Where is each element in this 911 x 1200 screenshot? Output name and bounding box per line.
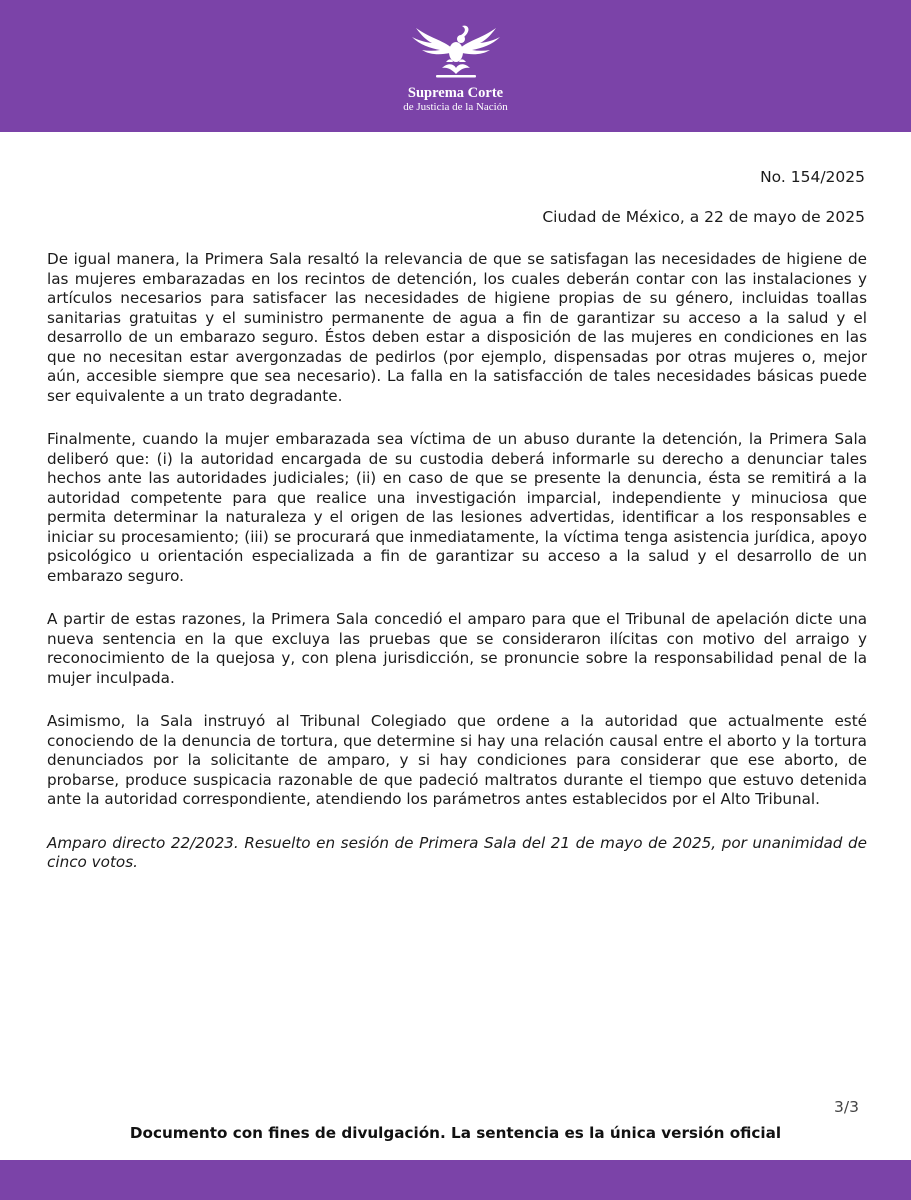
paragraph-amparo: A partir de estas razones, la Primera Sala concedió el amparo para que el Tribunal de apelación dicte una nueva sentencia en la que excluya las pruebas que se consideraron ilícitas con motivo del arraigo y reconocimiento de la quejosa y, con plena jurisdicción, se pronuncie sobre la responsabilidad penal de la mujer inculpada. — [47, 610, 867, 687]
paragraph-hygiene: De igual manera, la Primera Sala resaltó la relevancia de que se satisfagan las necesidades de higiene de las mujeres embarazadas en los recintos de detención, los cuales deberán contar con las instalaciones y artículos necesarios para satisfacer las necesidades de higiene propias de su género, incluidas toallas sanitarias gratuitas y el suministro permanente de agua a fin de garantizar su acceso a la salud y el desarrollo de un embarazo seguro. Éstos deben estar a disposición de las mujeres en condiciones en las que no necesitan estar avergonzadas de pedirlos (por ejemplo, dispensadas por otras mujeres o, mejor aún, accesible siempre que sea necesario). La falla en la satisfacción de tales necesidades básicas puede ser equivalente a un trato degradante. — [47, 250, 867, 405]
document-body — [47, 250, 867, 897]
eagle-emblem-icon — [406, 18, 506, 82]
document-number: No. 154/2025 — [760, 168, 865, 186]
logo-subtitle: de Justicia de la Nación — [403, 101, 508, 113]
case-reference: Amparo directo 22/2023. Resuelto en sesión de Primera Sala del 21 de mayo de 2025, por unanimidad de cinco votos. — [47, 833, 867, 871]
footer-band — [0, 1160, 911, 1200]
paragraph-tribunal: Asimismo, la Sala instruyó al Tribunal Colegiado que ordene a la autoridad que actualmente esté conociendo de la denuncia de tortura, que determine si hay una relación causal entre el aborto y la tortura denunciados por la solicitante de amparo, y si hay condiciones para considerar que ese aborto, de probarse, produce suspicacia razonable de que padeció maltratos durante el tiempo que estuvo detenida ante la autoridad correspondiente, atendiendo los parámetros antes establecidos por el Alto Tribunal. — [47, 712, 867, 808]
logo-title: Suprema Corte — [407, 85, 504, 101]
page-number: 3/3 — [834, 1098, 859, 1116]
document-date: Ciudad de México, a 22 de mayo de 2025 — [542, 208, 865, 226]
scjn-logo — [0, 18, 911, 113]
footer-disclaimer: Documento con fines de divulgación. La sentencia es la única versión oficial — [129, 1124, 782, 1142]
paragraph-abuse: Finalmente, cuando la mujer embarazada sea víctima de un abuso durante la detención, la Primera Sala deliberó que: (i) la autoridad encargada de su custodia deberá informarle su derecho a denunciar tales hechos ante las autoridades judiciales; (ii) en caso de que se presente la denuncia, ésta se remitirá a la autoridad competente para que realice una investigación imparcial, independiente y minuciosa que permita determinar la naturaleza y el origen de las lesiones advertidas, identificar a los responsables e iniciar su procesamiento; (iii) se procurará que inmediatamente, la víctima tenga asistencia jurídica, apoyo psicológico u orientación especializada a fin de garantizar su acceso a la salud y el desarrollo de un embarazo seguro. — [47, 430, 867, 585]
